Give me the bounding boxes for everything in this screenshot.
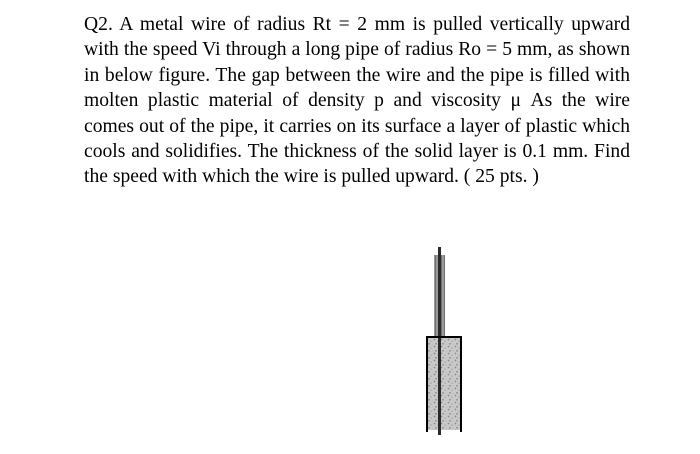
wire-pipe-figure <box>405 240 495 440</box>
molten-plastic-left <box>428 338 438 430</box>
solid-coating-right <box>441 255 446 337</box>
molten-plastic-right <box>441 338 460 430</box>
solid-coating-left <box>434 255 439 337</box>
pipe-wall-right <box>460 336 462 432</box>
wire-in-pipe-diagram-icon <box>405 240 495 440</box>
pipe-wall-left <box>426 336 428 432</box>
problem-statement: Q2. A metal wire of radius Rt = 2 mm is pulled vertically upward with the speed Vi through a long pipe of radius Ro = 5 mm, as shown in below figure. The gap between the wire and the pipe is filled with molten plastic material of density p and viscosity μ As the wire comes out of the pipe, it carries on its surface a layer of plastic which cools and solidifies. The thickness of the solid layer is 0.1 mm. Find the speed with which the wire is pulled upward. ( 25 pts. ) <box>84 14 630 188</box>
pipe-top-edge <box>426 336 462 338</box>
metal-wire <box>438 255 441 435</box>
